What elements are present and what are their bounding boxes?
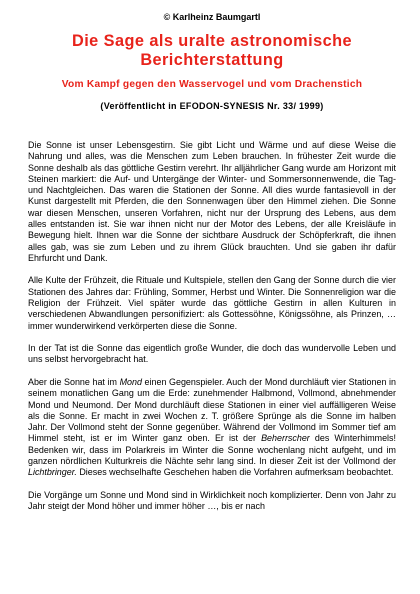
title-line-1: Die Sage als uralte astronomische bbox=[72, 32, 352, 50]
paragraph-4 bbox=[28, 377, 396, 479]
paragraph-4-text-b: einen Gegenspieler. Auch der Mond durchläuft vier Stationen in seinem monatlichen Gang um die Erde: zunehmender Halbmond, Vollmond, abnehmender Mond und Neumond. Der Mond durchläuft diese Stationen in einer viel auffälligeren Weise als die Sonne. Er macht in zwei Wochen z. T. größere Sprünge als die Sonne im halben Jahr. Der Vollmond steht der Sonne gegenüber. Während der Vollmond im Sommer tief am Himmel steht, ist er im Winter ganz oben. Er ist der bbox=[28, 376, 396, 444]
article-title bbox=[28, 32, 396, 70]
article-body bbox=[28, 140, 396, 512]
emphasis-mond: Mond bbox=[119, 376, 142, 387]
paragraph-3: In der Tat ist die Sonne das eigentlich große Wunder, die doch das wundervolle Leben und uns selbst hervorgebracht hat. bbox=[28, 343, 396, 365]
paragraph-4-text-d: Dieses wechselhafte Geschehen haben die Vorfahren aufmerksam beobachtet. bbox=[76, 467, 394, 478]
publication-note: (Veröffentlicht in EFODON-SYNESIS Nr. 33/ 1999) bbox=[100, 101, 324, 111]
paragraph-1: Die Sonne ist unser Lebensgestirn. Sie gibt Licht und Wärme und auf diese Weise die Nahrung und alles, was die Menschen zum Leben brauchen. In frühester Zeit wurde die Sonne deshalb als das göttliche Gestirn verehrt. Ihr alljährlicher Gang wurde am Horizont mit Steinen markiert: die Auf- und Untergänge der Winter- und Sommersonnenwende, die Tag- und Nachtgleichen. Das waren die Stationen der Sonne. All dies wurde fantasievoll in der Kunst dargestellt mit Pferden, die den Sonnenwagen über den Himmel ziehen. Die Sonne war diesen Menschen, unseren Vorfahren, nicht nur der Ursprung des Lebens, aus dem alles entstanden ist. Sie war ihnen nicht nur der Motor des Lebens, der alle Kreisläufe in Bewegung hielt. Ihnen war die Sonne der sichtbare Ausdruck der Schöpferkraft, die ihnen alles gab, was sie zum Leben und zu ihrem Glück brauchten. Und sie gaben ihr dafür Ehrfurcht und Dank. bbox=[28, 140, 396, 263]
emphasis-lichtbringer: Lichtbringer. bbox=[28, 467, 77, 478]
paragraph-5: Die Vorgänge um Sonne und Mond sind in Wirklichkeit noch komplizierter. Denn von Jahr zu Jahr steigt der Mond höher und immer höher …, bis er nach bbox=[28, 489, 396, 512]
article-subtitle: Vom Kampf gegen den Wasservogel und vom Drachenstich bbox=[61, 79, 363, 90]
paragraph-4-text-a: Aber die Sonne hat im bbox=[28, 376, 120, 387]
title-line-2: Berichterstattung bbox=[140, 51, 284, 69]
emphasis-beherrscher: Beherrscher bbox=[261, 433, 310, 444]
copyright-line: © Karlheinz Baumgartl bbox=[163, 12, 261, 22]
paragraph-2: Alle Kulte der Frühzeit, die Rituale und Kultspiele, stellen den Gang der Sonne durch die vier Stationen des Jahres dar: Frühling, Sommer, Herbst und Winter. Die Sonnenreligion war die Religion der Frühzeit. Viel später wurde das göttliche Gestirn in allen Kulturen in verschiedenen Abwandlungen personifiziert: als Gottessöhne, Königssöhne, als Prinzen, … immer wunderwirkend verkörperten diese die Sonne. bbox=[28, 275, 396, 331]
paragraph-4-text-c: des Winterhimmels! Bedenken wir, dass im Polarkreis im Winter die Sonne wochenlang nicht aufgeht, und im ganzen nördlichen Kulturkreis die Nächte sehr lang sind. In dieser Zeit ist der Vollmond der bbox=[28, 433, 396, 466]
